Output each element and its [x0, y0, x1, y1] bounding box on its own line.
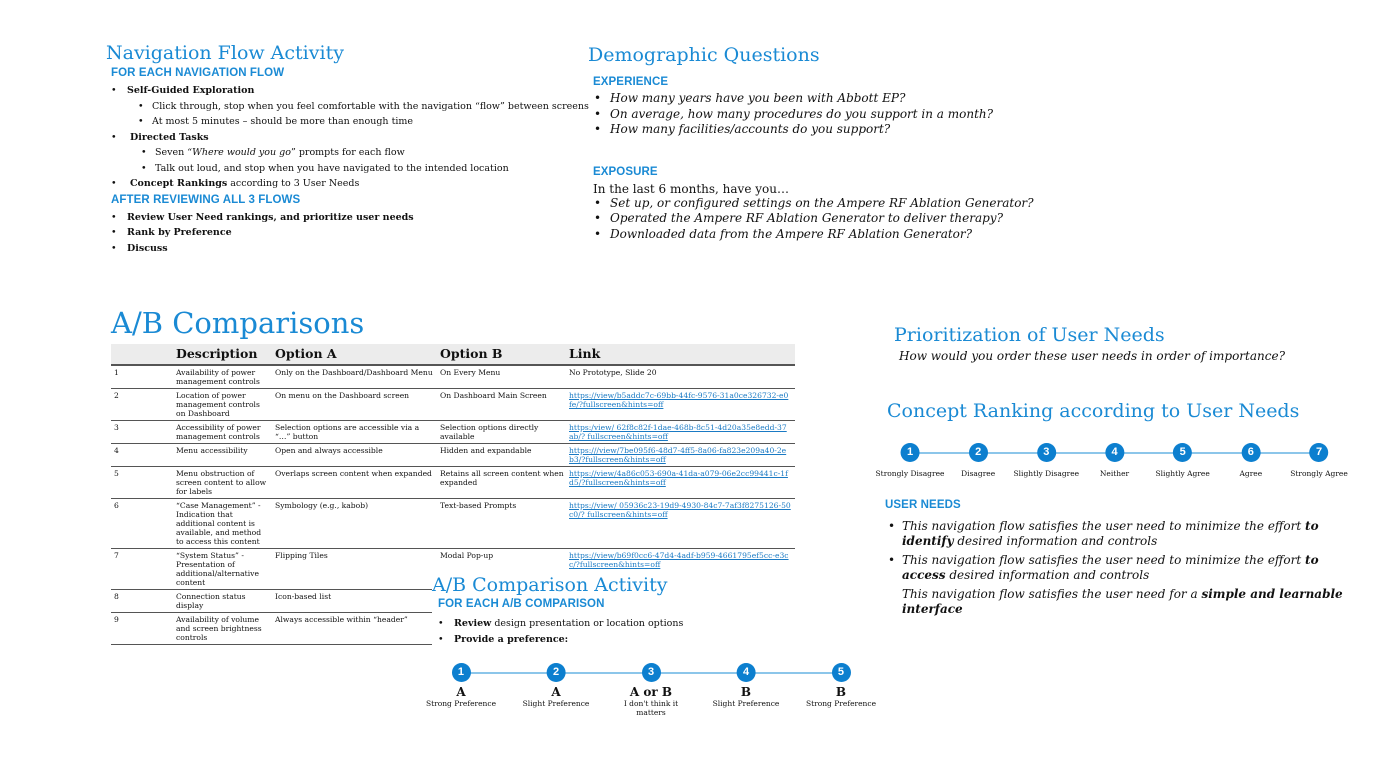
ab-comparisons-title: A/B Comparisons [111, 306, 365, 340]
scale-label: Strongly Disagree [875, 469, 945, 478]
scale-label: Disagree [961, 469, 996, 478]
scale-point [1290, 443, 1348, 478]
table-row [111, 499, 795, 549]
row-link[interactable]: https://view/ 05936c23-19d9-4930-84c7-7af3f8275126-50c0/? fullscreen&hints=off [569, 499, 795, 549]
table-row [111, 467, 795, 499]
row-description: Location of power management controls on Dashboard [176, 389, 275, 421]
list-item: • Discuss [127, 241, 566, 257]
scale-option: B [835, 685, 847, 699]
row-description: Availability of power management controls [176, 365, 275, 389]
scale-point [620, 663, 682, 717]
column-header-option-b: Option B [440, 344, 569, 365]
row-link[interactable]: https://view/4a86c053-690a-41da-a079-06e2cc99441c-1fd5/?fullscreen&hints=off [569, 467, 795, 499]
list-item [127, 83, 589, 130]
user-needs-subheading: USER NEEDS [885, 499, 961, 511]
table-row [111, 389, 795, 421]
scale-point [876, 443, 945, 478]
row-link[interactable]: https:///view/7be095f6-48d7-4ff5-8a06-fa823e209a40-2eb3/?fullscreen&hints=off [569, 444, 795, 467]
list-item: • Review design presentation or location options [454, 616, 892, 632]
column-header-number [111, 344, 176, 365]
row-option-b: Selection options directly available [440, 421, 569, 444]
row-option-a: Symbology (e.g., kabob) [275, 499, 440, 549]
row-option-a: Overlaps screen content when expanded [275, 467, 440, 499]
row-option-a: Selection options are accessible via a “…” button [275, 421, 440, 444]
experience-questions [588, 91, 1048, 138]
ab-activity-title: A/B Comparison Activity [432, 574, 668, 596]
scale-option: A [551, 685, 561, 699]
row-option-b: On Dashboard Main Screen [440, 389, 569, 421]
column-header-link: Link [569, 344, 795, 365]
prioritization-section [894, 324, 1285, 363]
question-item: • Operated the Ampere RF Ablation Generator to deliver therapy? [610, 211, 1048, 227]
for-each-comparison-subheading: FOR EACH A/B COMPARISON [438, 598, 605, 610]
table-row [111, 421, 795, 444]
scale-option: A or B [629, 685, 673, 699]
row-link: No Prototype, Slide 20 [569, 365, 795, 389]
scale-label: Neither [1099, 469, 1130, 478]
scale-number-icon: 5 [1173, 443, 1192, 462]
list-item: • At most 5 minutes – should be more than enough time [152, 114, 566, 130]
item-label: Self-Guided Exploration [127, 85, 255, 96]
scale-option: A [456, 685, 466, 699]
row-number: 3 [111, 421, 176, 444]
row-link[interactable]: https:/view/ 62f8c82f-1dae-468b-8c51-4d20a35e8edd-37ab/? fullscreen&hints=off [569, 421, 795, 444]
scale-point [806, 663, 876, 708]
row-number: 7 [111, 549, 176, 590]
scale-label: Slightly Agree [1155, 469, 1210, 478]
exposure-intro: In the last 6 months, have you… [593, 181, 789, 196]
list-item: • Click through, stop when you feel comfortable with the navigation “flow” between screens [152, 99, 566, 115]
scale-point [523, 663, 590, 708]
table-row [111, 365, 795, 389]
scale-point [426, 663, 496, 708]
navigation-flow-title: Navigation Flow Activity [106, 42, 344, 64]
row-description: “System Status” - Presentation of additional/alternative content [176, 549, 275, 590]
list-item: • Rank by Preference [127, 225, 566, 241]
list-item: • Provide a preference: [454, 632, 892, 648]
ab-activity-list [432, 616, 892, 647]
row-option-a: Open and always accessible [275, 444, 440, 467]
scale-number-icon: 2 [547, 663, 566, 682]
column-header-description: Description [176, 344, 275, 365]
table-row [111, 444, 795, 467]
scale-label: Strongly Agree [1290, 469, 1348, 478]
question-item: • Set up, or configured settings on the Ampere RF Ablation Generator? [610, 196, 1048, 212]
list-item [127, 130, 566, 177]
scale-number-icon: 3 [1037, 443, 1056, 462]
question-item: • How many facilities/accounts do you support? [610, 122, 1048, 138]
prioritization-question: How would you order these user needs in order of importance? [899, 349, 1286, 363]
row-link[interactable]: https://view/b5addc7c-69bb-44fc-9576-31a0ce326732-e0fe/?fullscreen&hints=off [569, 389, 795, 421]
row-number: 4 [111, 444, 176, 467]
user-need-item: • This navigation flow satisfies the user need to minimize the effort to identify desired information and controls [902, 519, 1345, 549]
list-item: • Seven “Where would you go” prompts for each flow [155, 145, 566, 161]
row-description: Menu obstruction of screen content to allow for labels [176, 467, 275, 499]
scale-label: Slight Preference [522, 699, 590, 708]
column-header-option-a: Option A [275, 344, 440, 365]
scale-point [961, 443, 995, 478]
after-review-list [106, 210, 566, 257]
user-needs-list [885, 519, 1345, 617]
list-item: • Concept Rankings according to 3 User Needs [127, 176, 566, 192]
row-number: 2 [111, 389, 176, 421]
row-option-a: Icon-based list [275, 590, 440, 613]
scale-label: Slight Preference [712, 699, 780, 708]
item-label: Concept Rankings [130, 178, 228, 189]
scale-label: I don't think it matters [623, 699, 679, 717]
row-description: Connection status display [176, 590, 275, 613]
scale-point [1156, 443, 1210, 478]
concept-ranking-section [887, 400, 1299, 422]
scale-number-icon: 5 [831, 663, 850, 682]
row-option-b: Hidden and expandable [440, 444, 569, 467]
scale-point [1014, 443, 1080, 478]
row-option-b: On Every Menu [440, 365, 569, 389]
row-option-a: On menu on the Dashboard screen [275, 389, 440, 421]
row-link[interactable]: https://view/b69f0cc6-47d4-4adf-b959-4661795ef5cc-e3cc/?fullscreen&hints=off [569, 549, 795, 590]
row-option-a: Only on the Dashboard/Dashboard Menu [275, 365, 440, 389]
scale-label: Strong Preference [805, 699, 877, 708]
row-number: 8 [111, 590, 176, 613]
scale-option: B [740, 685, 752, 699]
row-option-a: Flipping Tiles [275, 549, 440, 590]
after-reviewing-subheading: AFTER REVIEWING ALL 3 FLOWS [111, 193, 301, 206]
scale-number-icon: 7 [1310, 443, 1329, 462]
row-description: Accessibility of power management controls [176, 421, 275, 444]
scale-number-icon: 4 [1105, 443, 1124, 462]
scale-point [1239, 443, 1262, 478]
row-description: Menu accessibility [176, 444, 275, 467]
scale-label: Strong Preference [425, 699, 497, 708]
row-option-b: Modal Pop-up [440, 549, 569, 590]
scale-point [713, 663, 780, 708]
scale-label: Agree [1239, 469, 1263, 478]
scale-number-icon: 6 [1241, 443, 1260, 462]
navigation-flow-section [106, 42, 589, 256]
row-option-b: Retains all screen content when expanded [440, 467, 569, 499]
navigation-flow-list [106, 83, 589, 192]
user-needs-section [885, 499, 1345, 621]
exposure-questions [588, 196, 1048, 243]
scale-label: Slightly Disagree [1013, 469, 1080, 478]
row-description: Availability of volume and screen brightness controls [176, 613, 275, 645]
question-item: • Downloaded data from the Ampere RF Ablation Generator? [610, 227, 1048, 243]
list-item: • Talk out loud, and stop when you have navigated to the intended location [155, 161, 566, 177]
for-each-flow-subheading: FOR EACH NAVIGATION FLOW [111, 67, 285, 79]
exposure-subheading: EXPOSURE [593, 165, 658, 178]
scale-point [1100, 443, 1129, 478]
list-item: • Review User Need rankings, and prioritize user needs [127, 210, 566, 226]
question-item: • On average, how many procedures do you support in a month? [610, 107, 1048, 123]
user-need-item: This navigation flow satisfies the user need for a simple and learnable interface [902, 587, 1343, 616]
row-number: 9 [111, 613, 176, 645]
row-option-a: Always accessible within “header” [275, 613, 440, 645]
row-description: “Case Management” - Indication that additional content is available, and method to access this content [176, 499, 275, 549]
row-number: 6 [111, 499, 176, 549]
row-number: 5 [111, 467, 176, 499]
table-header-row [111, 344, 795, 365]
user-need-item: • This navigation flow satisfies the user need to minimize the effort to access desired information and controls [902, 553, 1345, 583]
prioritization-title: Prioritization of User Needs [894, 324, 1165, 346]
question-item: • How many years have you been with Abbott EP? [610, 91, 1048, 107]
scale-number-icon: 4 [737, 663, 756, 682]
scale-number-icon: 1 [901, 443, 920, 462]
concept-ranking-title: Concept Ranking according to User Needs [887, 400, 1300, 422]
row-number: 1 [111, 365, 176, 389]
scale-number-icon: 1 [451, 663, 470, 682]
demographic-title: Demographic Questions [588, 44, 820, 66]
experience-subheading: EXPERIENCE [593, 76, 669, 88]
item-label: Directed Tasks [130, 131, 209, 143]
ab-activity-section [432, 574, 892, 647]
row-option-b: Text-based Prompts [440, 499, 569, 549]
scale-number-icon: 3 [642, 663, 661, 682]
scale-number-icon: 2 [969, 443, 988, 462]
demographic-section [588, 44, 1048, 242]
